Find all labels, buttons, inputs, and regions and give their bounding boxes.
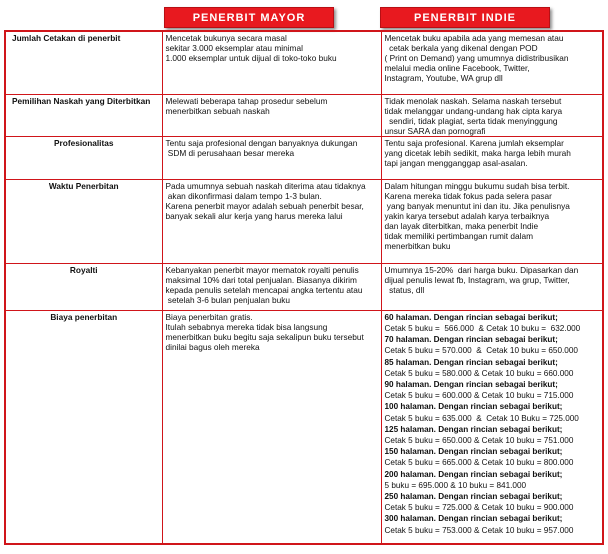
text-line: cetak berkala yang dikenal dengan POD xyxy=(384,43,538,54)
text-line: menerbitkan buku begitu saja sekalipun buku tersebut xyxy=(165,331,364,342)
price-detail: Cetak 5 buku = 725.000 & Cetak 10 buku = 900.000 xyxy=(384,503,574,513)
row-jumlah-cetakan xyxy=(5,31,603,94)
text-line: status, dll xyxy=(384,284,425,295)
row-biaya-penerbitan xyxy=(5,310,603,544)
text-line: Tentu saja profesional. Karena jumlah eksemplar xyxy=(384,137,564,148)
price-heading: 70 halaman. Dengan rincian sebagai berikut; xyxy=(384,335,558,345)
price-detail: Cetak 5 buku = 635.000 & Cetak 10 Buku = 725.000 xyxy=(384,413,579,423)
row-label: Royalti xyxy=(5,263,162,310)
row-label: Waktu Penerbitan xyxy=(5,179,162,263)
text-line: Instagram, Youtube, WA grup dll xyxy=(384,73,503,84)
text-line: yang banyak menuntut ini dan itu. Jika penulisnya xyxy=(384,200,570,211)
text-line: Karena penerbit mayor adalah sebuah penerbit besar, xyxy=(165,200,364,211)
text-line: 1.000 eksemplar untuk dijual di toko-toko buku xyxy=(165,53,337,64)
text-line: Mencetak buku apabila ada yang memesan atau xyxy=(384,33,564,43)
text-line: tidak memiliki pertimbangan rumit dalam xyxy=(384,230,533,241)
header-penerbit-mayor: PENERBIT MAYOR xyxy=(164,7,334,28)
price-detail: Cetak 5 buku = 570.000 & Cetak 10 buku = 650.000 xyxy=(384,346,578,356)
text-line: melalui media online Facebook, Twitter, xyxy=(384,63,530,74)
indie-cell xyxy=(381,179,603,263)
text-line: tapi jangan mengganggap asal-asalan. xyxy=(384,157,528,168)
price-heading: 200 halaman. Dengan rincian sebagai berikut; xyxy=(384,469,563,479)
text-line: ( Print on Demand) yang umumnya didistribusikan xyxy=(384,53,569,64)
price-heading: 150 halaman. Dengan rincian sebagai berikut; xyxy=(384,447,563,457)
price-heading: 300 halaman. Dengan rincian sebagai berikut; xyxy=(384,514,563,524)
mayor-cell xyxy=(162,179,381,263)
text-line: sekitar 3.000 eksemplar atau minimal xyxy=(165,43,303,54)
price-heading: 100 halaman. Dengan rincian sebagai berikut; xyxy=(384,402,563,412)
row-label: Jumlah Cetakan di penerbit xyxy=(5,31,162,94)
price-detail: Cetak 5 buku = 665.000 & Cetak 10 buku = 800.000 xyxy=(384,458,574,468)
indie-cell xyxy=(381,263,603,310)
text-line: dinilai bagus oleh mereka xyxy=(165,341,260,352)
text-line: Umumnya 15-20% dari harga buku. Dipasarkan dan xyxy=(384,264,579,275)
header-penerbit-indie: PENERBIT INDIE xyxy=(380,7,550,28)
text-line: Biaya penerbitan gratis. xyxy=(165,311,253,322)
text-line: maksimal 10% dari total penjualan. Biasanya dikirim xyxy=(165,274,357,285)
row-label: Profesionalitas xyxy=(5,136,162,179)
text-line: Karena mereka tidak fokus pada selera pasar xyxy=(384,190,552,201)
row-waktu-penerbitan xyxy=(5,179,603,263)
text-line: Kebanyakan penerbit mayor mematok royalti penulis xyxy=(165,264,359,275)
text-line: menerbitkan sebuah naskah xyxy=(165,105,270,116)
text-line: Mencetak bukunya secara masal xyxy=(165,33,287,43)
text-line: Itulah sebabnya mereka tidak bisa langsung xyxy=(165,321,328,332)
row-royalti xyxy=(5,263,603,310)
price-detail: Cetak 5 buku = 650.000 & Cetak 10 buku = 751.000 xyxy=(384,435,574,445)
text-line: sendiri, tidak plagiat, serta tidak menyinggung xyxy=(384,115,558,126)
text-line: akan dikonfirmasi dalam tempo 1-3 bulan. xyxy=(165,190,322,201)
mayor-cell xyxy=(162,31,381,94)
price-detail: Cetak 5 buku = 566.000 & Cetak 10 buku = 632.000 xyxy=(384,323,581,333)
mayor-cell xyxy=(162,310,381,544)
text-line: dijual penulis lewat fb, Instagram, wa grup, Twitter, xyxy=(384,274,570,285)
row-label: Pemilihan Naskah yang Diterbitkan xyxy=(5,94,162,136)
indie-cell xyxy=(381,136,603,179)
indie-price-cell xyxy=(381,310,603,544)
row-profesionalitas xyxy=(5,136,603,179)
text-line: tidak melanggar undang-undang hak cipta karya xyxy=(384,105,563,116)
indie-cell xyxy=(381,31,603,94)
text-line: kepada penulis setelah mencapai angka tertentu atau xyxy=(165,284,363,295)
text-line: Pada umumnya sebuah naskah diterima atau tidaknya xyxy=(165,180,366,191)
price-heading: 250 halaman. Dengan rincian sebagai berikut; xyxy=(384,491,563,501)
text-line: Melewati beberapa tahap prosedur sebelum xyxy=(165,95,328,106)
text-line: Tidak menolak naskah. Selama naskah tersebut xyxy=(384,95,562,106)
price-heading: 90 halaman. Dengan rincian sebagai berikut; xyxy=(384,379,558,389)
mayor-cell xyxy=(162,136,381,179)
text-line: setelah 3-6 bulan penjualan buku xyxy=(165,294,291,305)
text-line: Tentu saja profesional dengan banyaknya dukungan xyxy=(165,137,358,148)
text-line: banyak sekali alur kerja yang harus mereka lalui xyxy=(165,210,343,221)
price-detail: Cetak 5 buku = 580.000 & Cetak 10 buku = 660.000 xyxy=(384,368,574,378)
text-line: menerbitkan buku xyxy=(384,240,451,251)
text-line: Dalam hitungan minggu bukumu sudah bisa terbit. xyxy=(384,180,570,191)
price-heading: 85 halaman. Dengan rincian sebagai berikut; xyxy=(384,357,558,367)
mayor-cell xyxy=(162,94,381,136)
text-line: dan layak diterbitkan, maka penerbit Indie xyxy=(384,220,539,231)
comparison-table xyxy=(4,30,604,545)
text-line: unsur SARA dan pornografi xyxy=(384,125,486,136)
row-label: Biaya penerbitan xyxy=(5,310,162,544)
price-heading: 60 halaman. Dengan rincian sebagai berikut; xyxy=(384,312,558,322)
price-heading: 125 halaman. Dengan rincian sebagai berikut; xyxy=(384,424,563,434)
mayor-cell xyxy=(162,263,381,310)
text-line: yang dicetak lebih sedikit, maka harga lebih murah xyxy=(384,147,571,158)
text-line: yakin karya tersebut adalah karya terbaiknya xyxy=(384,210,550,221)
price-detail: Cetak 5 buku = 753.000 & Cetak 10 buku = 957.000 xyxy=(384,525,574,535)
text-line: SDM di perusahaan besar mereka xyxy=(165,147,295,158)
price-detail: 5 buku = 695.000 & 10 buku = 841.000 xyxy=(384,480,527,490)
indie-cell xyxy=(381,94,603,136)
price-detail: Cetak 5 buku = 600.000 & Cetak 10 buku = 715.000 xyxy=(384,391,574,401)
row-pemilihan-naskah xyxy=(5,94,603,136)
